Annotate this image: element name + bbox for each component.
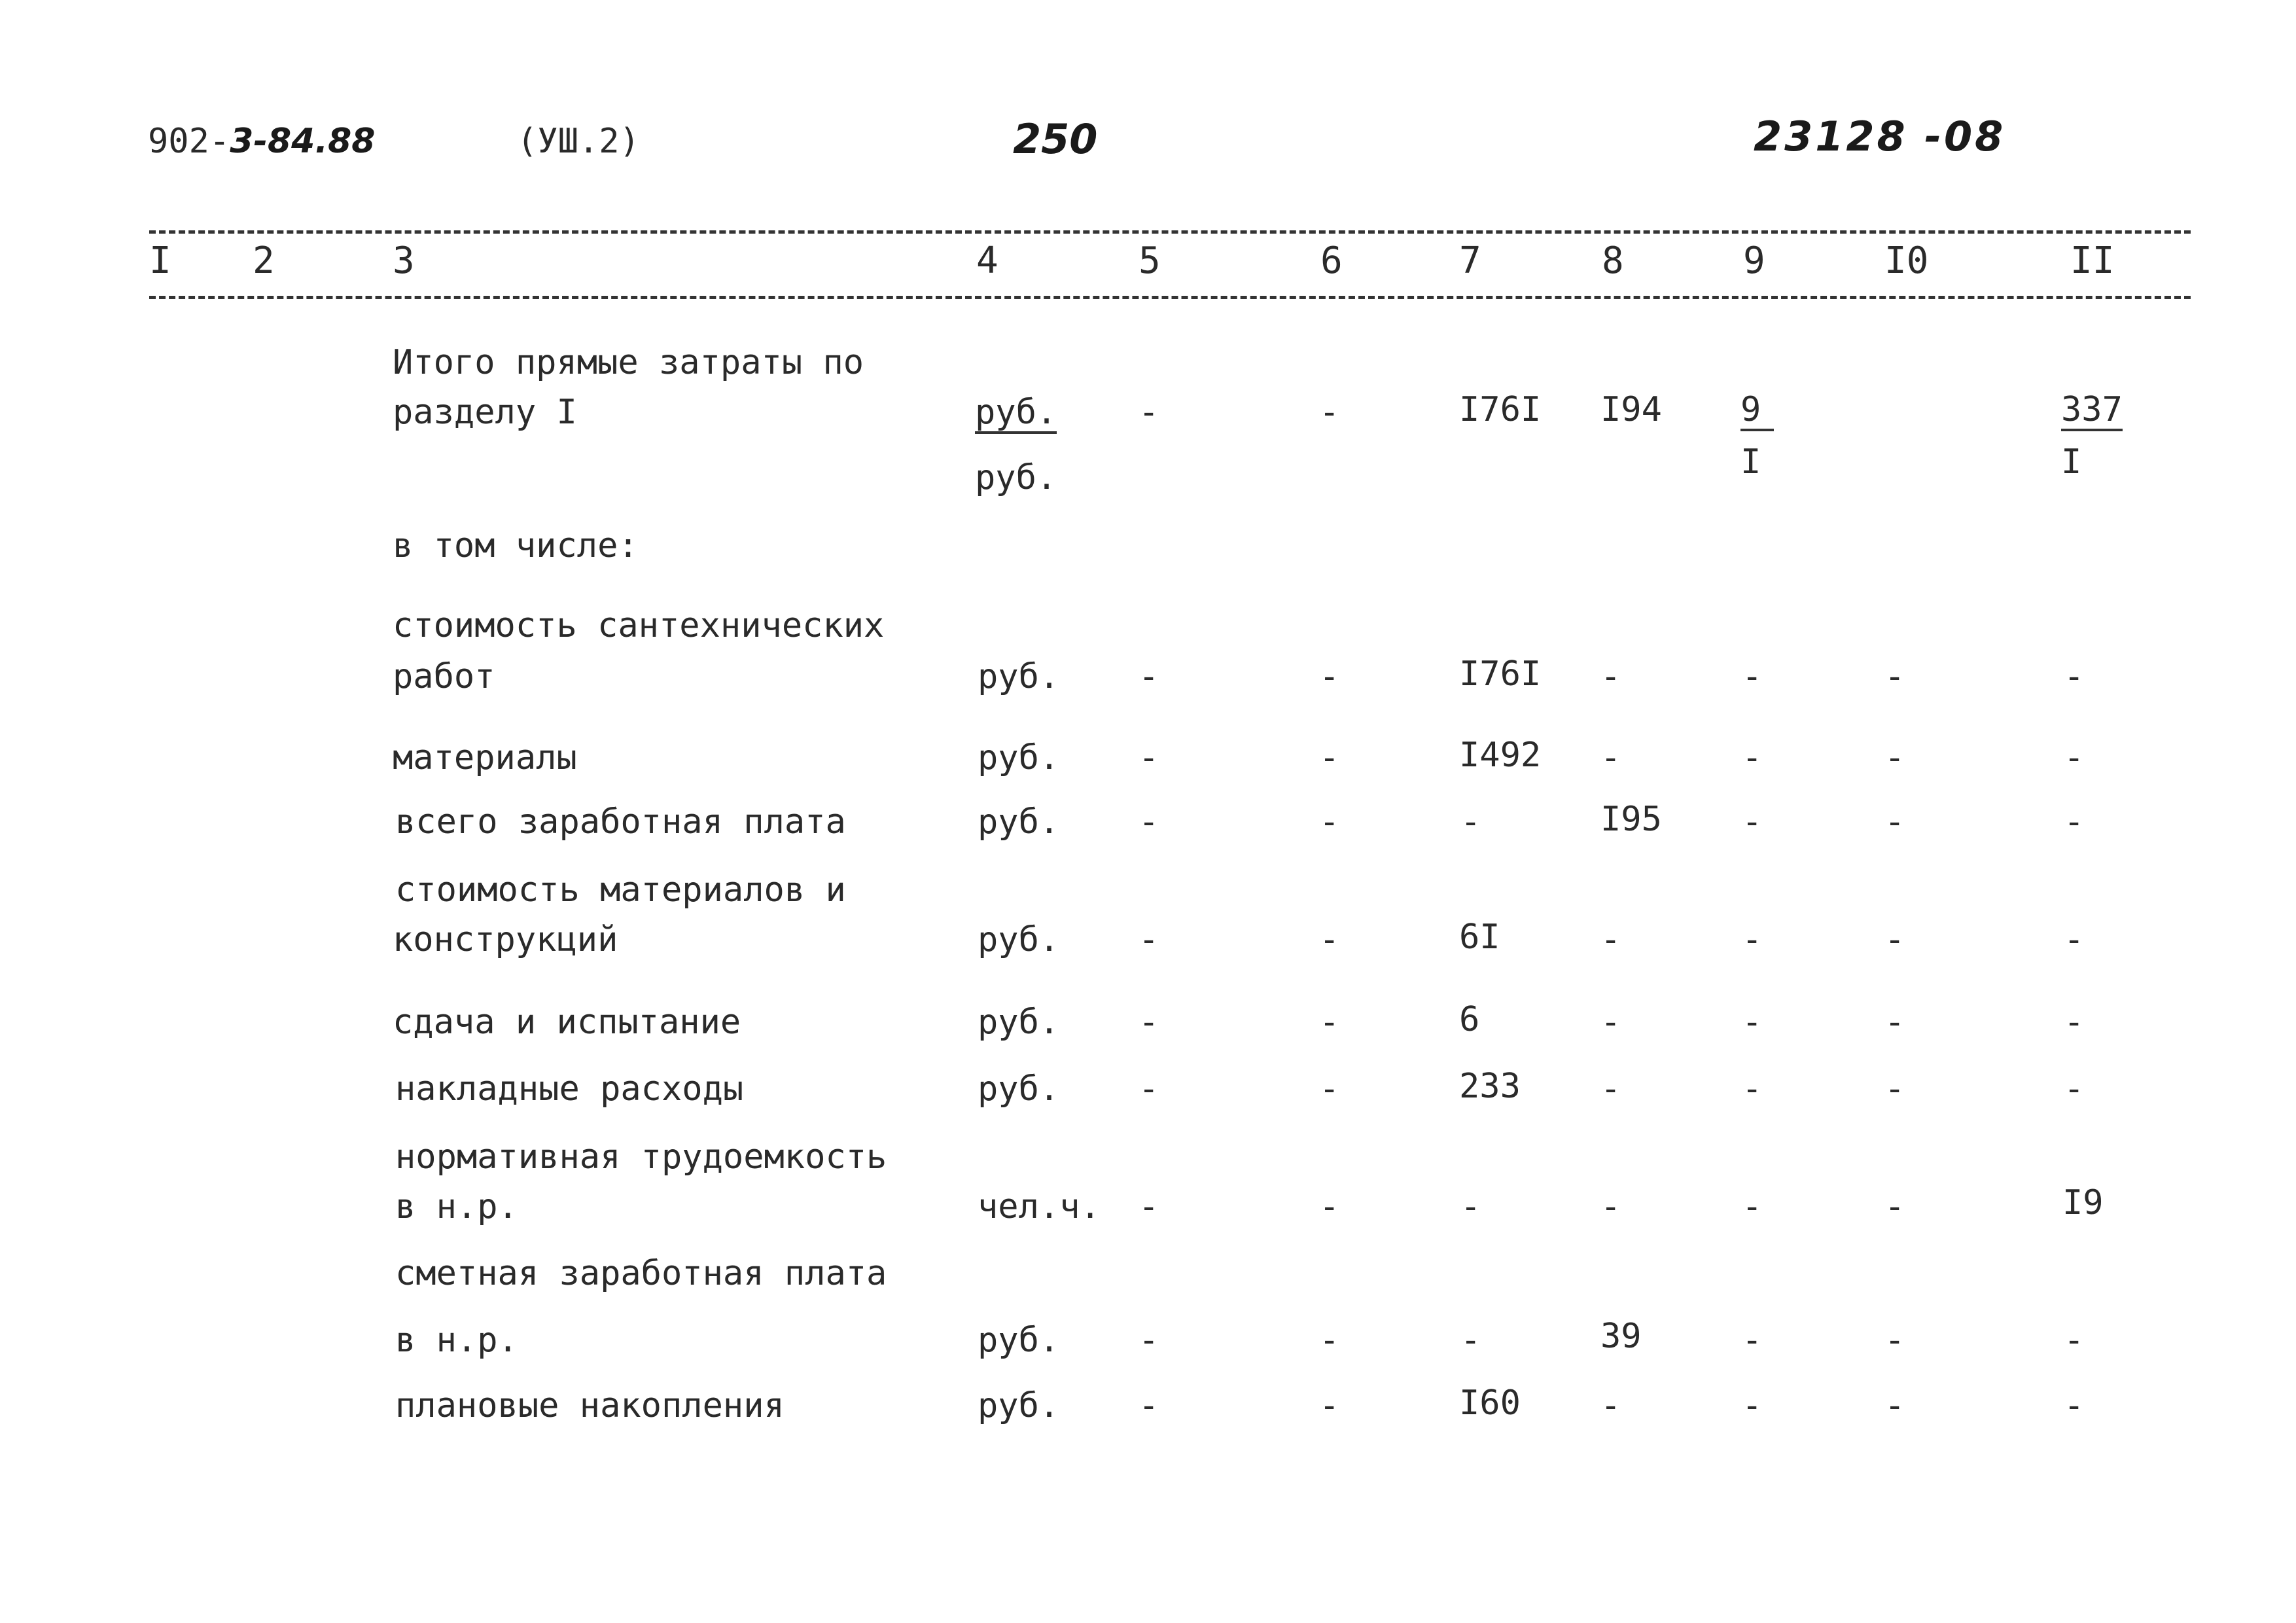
row-col10: - [1884, 1003, 1905, 1042]
row-label: материалы [393, 738, 577, 777]
total-col11-bottom: I [2061, 442, 2082, 482]
column-number-10: I0 [1884, 240, 1929, 282]
row-col7: 6I [1459, 918, 1500, 957]
row-col7: 233 [1459, 1067, 1521, 1106]
row-col7: I60 [1459, 1383, 1521, 1423]
row-col10: - [1884, 1069, 1905, 1109]
row-col5: - [1139, 1321, 1159, 1360]
column-number-6: 6 [1320, 240, 1343, 282]
row-col8: - [1600, 1187, 1621, 1226]
total-col5: - [1139, 393, 1159, 432]
table-top-rule [149, 230, 2191, 234]
row-label-cont: в н.р. [395, 1321, 518, 1360]
column-number-11: II [2070, 240, 2115, 282]
row-col11: - [2064, 657, 2085, 696]
column-number-3: 3 [393, 240, 415, 282]
row-col6: - [1319, 657, 1340, 696]
row-label: всего заработная плата [395, 802, 846, 842]
row-col8: I95 [1600, 800, 1662, 839]
page-number: 250 [1013, 115, 1098, 163]
row-label: нормативная трудоемкость [395, 1137, 887, 1177]
row-col5: - [1139, 738, 1159, 777]
row-col5: - [1139, 802, 1159, 842]
row-col8: - [1600, 1069, 1621, 1109]
row-col6: - [1319, 802, 1340, 842]
column-number-9: 9 [1743, 240, 1765, 282]
row-col5: - [1139, 1069, 1159, 1109]
column-number-5: 5 [1139, 240, 1161, 282]
row-col11: - [2064, 738, 2085, 777]
row-label-cont: конструкций [393, 920, 618, 959]
row-col9: - [1742, 657, 1763, 696]
row-col7: I492 [1459, 736, 1542, 775]
row-col8: - [1600, 1386, 1621, 1425]
row-col10: - [1884, 1321, 1905, 1360]
row-col7: - [1460, 802, 1481, 842]
document-code-prefix: 902- [148, 122, 230, 161]
total-label-line1: Итого прямые затраты по [393, 343, 864, 382]
row-unit: руб. [978, 657, 1060, 696]
total-col9-top: 9 [1740, 391, 1774, 431]
document-code [148, 122, 375, 161]
row-col11: - [2064, 1003, 2085, 1042]
row-col6: - [1319, 1069, 1340, 1109]
document-code-suffix: 3-84.88 [230, 122, 376, 161]
section-label: (УШ.2) [517, 122, 640, 161]
row-label: плановые накопления [395, 1386, 785, 1425]
row-col7: I76I [1459, 654, 1542, 694]
column-number-2: 2 [253, 240, 275, 282]
total-col7: I76I [1459, 390, 1542, 429]
row-col6: - [1319, 738, 1340, 777]
row-col8: - [1600, 1003, 1621, 1042]
row-unit: руб. [978, 1003, 1060, 1042]
row-col9: - [1742, 1187, 1763, 1226]
archive-code: 23128 -08 [1754, 113, 2006, 160]
row-unit: руб. [978, 1321, 1060, 1360]
row-col9: - [1742, 920, 1763, 959]
row-col5: - [1139, 920, 1159, 959]
row-label-cont: в н.р. [395, 1187, 518, 1226]
row-col7: - [1460, 1321, 1481, 1360]
row-label: сметная заработная плата [395, 1254, 887, 1293]
row-col9: - [1742, 1321, 1763, 1360]
row-col6: - [1319, 1386, 1340, 1425]
row-label: накладные расходы [395, 1069, 744, 1109]
row-col10: - [1884, 738, 1905, 777]
row-unit: руб. [978, 1386, 1060, 1425]
row-label: сдача и испытание [393, 1003, 741, 1042]
row-col11: - [2064, 1321, 2085, 1360]
row-col7: - [1460, 1187, 1481, 1226]
row-unit: руб. [978, 1069, 1060, 1109]
row-col10: - [1884, 1187, 1905, 1226]
row-col9: - [1742, 1003, 1763, 1042]
row-col10: - [1884, 657, 1905, 696]
total-col9-bottom: I [1740, 442, 1761, 482]
column-number-7: 7 [1459, 240, 1481, 282]
column-number-1: I [149, 240, 171, 282]
total-unit-top: руб. [975, 394, 1057, 434]
row-col7: 6 [1459, 1000, 1480, 1039]
row-col11: - [2064, 1069, 2085, 1109]
row-col5: - [1139, 1003, 1159, 1042]
row-col5: - [1139, 1187, 1159, 1226]
including-label: в том числе: [393, 526, 639, 565]
row-col5: - [1139, 657, 1159, 696]
row-col11: - [2064, 920, 2085, 959]
total-col11-top: 337 [2061, 391, 2123, 431]
row-col11: - [2064, 1386, 2085, 1425]
row-label-cont: работ [393, 657, 495, 696]
row-col6: - [1319, 1187, 1340, 1226]
row-col9: - [1742, 1069, 1763, 1109]
row-col9: - [1742, 802, 1763, 842]
row-unit: руб. [978, 920, 1060, 959]
row-col6: - [1319, 920, 1340, 959]
row-unit: чел.ч. [978, 1187, 1101, 1226]
row-col5: - [1139, 1386, 1159, 1425]
row-col8: 39 [1600, 1317, 1642, 1356]
row-col10: - [1884, 1386, 1905, 1425]
row-col9: - [1742, 738, 1763, 777]
row-col11: I9 [2062, 1183, 2104, 1222]
row-label: стоимость сантехнических [393, 606, 885, 645]
total-col8: I94 [1600, 390, 1662, 429]
row-col6: - [1319, 1321, 1340, 1360]
column-number-8: 8 [1602, 240, 1624, 282]
row-col10: - [1884, 920, 1905, 959]
total-col6: - [1319, 393, 1340, 432]
column-number-4: 4 [976, 240, 998, 282]
row-unit: руб. [978, 802, 1060, 842]
row-col10: - [1884, 802, 1905, 842]
row-unit: руб. [978, 738, 1060, 777]
row-col6: - [1319, 1003, 1340, 1042]
row-col9: - [1742, 1386, 1763, 1425]
row-label: стоимость материалов и [395, 870, 846, 910]
row-col11: - [2064, 802, 2085, 842]
total-unit-bottom: руб. [975, 458, 1057, 497]
table-header-rule [149, 296, 2191, 299]
row-col8: - [1600, 738, 1621, 777]
total-label-line2: разделу I [393, 393, 577, 432]
row-col8: - [1600, 920, 1621, 959]
row-col8: - [1600, 657, 1621, 696]
